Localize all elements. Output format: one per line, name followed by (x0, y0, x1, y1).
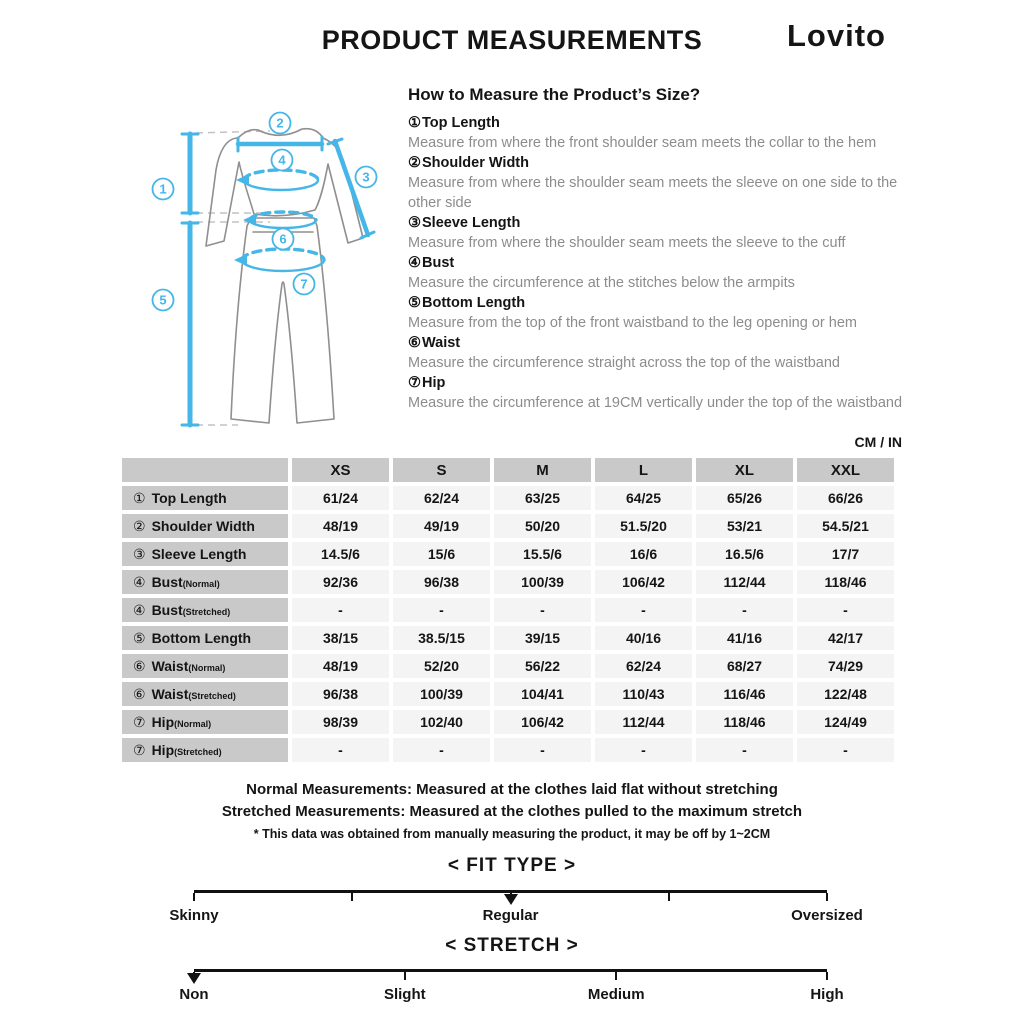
scale-label: Oversized (791, 907, 863, 924)
measurement-value: 41/16 (696, 626, 793, 650)
row-label-sub: (Stretched) (188, 690, 236, 701)
instruction-title (408, 153, 908, 173)
measurement-value: 74/29 (797, 654, 894, 678)
measurement-diagram (120, 100, 410, 440)
measurement-value: 124/49 (797, 710, 894, 734)
measurement-value: 65/26 (696, 486, 793, 510)
measurement-value: 56/22 (494, 654, 591, 678)
row-number: ③ (133, 545, 146, 562)
badge-3: 3 (362, 169, 370, 185)
measurement-value: 104/41 (494, 682, 591, 706)
instruction-title (408, 333, 908, 353)
measurement-value: 39/15 (494, 626, 591, 650)
measurement-value: 98/39 (292, 710, 389, 734)
stretch-title: < STRETCH > (445, 935, 579, 956)
instruction-title (408, 373, 908, 393)
fit-type-scale (169, 890, 863, 935)
measurement-value: 53/21 (696, 514, 793, 538)
row-label-text: Top Length (151, 489, 227, 506)
row-label (122, 598, 288, 622)
row-label (122, 626, 288, 650)
scale-tick (404, 972, 406, 980)
instruction-number: ④ (408, 255, 421, 271)
measurement-value: - (292, 738, 389, 762)
row-label (122, 738, 288, 762)
row-number: ⑦ (133, 741, 146, 758)
measurement-value: - (696, 738, 793, 762)
instruction-desc: Measure from where the shoulder seam meets the sleeve on one side to the other side (408, 175, 898, 211)
row-number: ⑥ (133, 657, 146, 674)
fit-type-title: < FIT TYPE > (447, 855, 577, 876)
row-number: ⑤ (133, 629, 146, 646)
instruction-desc: Measure from where the front shoulder seam meets the collar to the hem (408, 135, 877, 151)
badge-7: 7 (300, 276, 308, 292)
instruction-label: Bust (422, 255, 455, 271)
units-label: CM / IN (854, 434, 902, 450)
size-column-header: M (494, 458, 591, 482)
measurement-value: - (494, 598, 591, 622)
measurement-value: 62/24 (595, 654, 692, 678)
instruction-label: Shoulder Width (422, 155, 529, 171)
measurement-value: - (595, 738, 692, 762)
note-normal: Normal Measurements: Measured at the clothes laid flat without stretching (246, 781, 778, 798)
instruction-title (408, 113, 908, 133)
row-label-sub: (Stretched) (174, 746, 222, 757)
note-stretched: Stretched Measurements: Measured at the clothes pulled to the maximum stretch (221, 803, 803, 820)
measure-marks (182, 134, 374, 425)
measurement-value: 112/44 (696, 570, 793, 594)
stretch-scale (179, 969, 844, 1014)
table-row (122, 542, 894, 566)
measurement-value: 42/17 (797, 626, 894, 650)
scale-tick (615, 972, 617, 980)
size-table (118, 454, 898, 766)
measurement-value: 50/20 (494, 514, 591, 538)
instruction-desc: Measure from the top of the front waistband to the leg opening or hem (408, 315, 857, 331)
table-row (122, 682, 894, 706)
scale-label: Non (179, 986, 209, 1003)
scale-marker (504, 894, 518, 905)
row-label-sub: (Normal) (182, 578, 220, 589)
row-label (122, 542, 288, 566)
row-number: ④ (133, 573, 146, 590)
size-column-header: XL (696, 458, 793, 482)
badge-6: 6 (279, 231, 287, 247)
row-label-text: Shoulder Width (151, 517, 255, 534)
size-column-header: XXL (797, 458, 894, 482)
table-row (122, 626, 894, 650)
row-label-sub: (Normal) (188, 662, 226, 673)
instruction-number: ③ (408, 215, 421, 231)
measurement-value: 106/42 (494, 710, 591, 734)
row-number: ① (133, 489, 146, 506)
scale-tick (826, 893, 828, 901)
row-label (122, 570, 288, 594)
measurement-value: 118/46 (696, 710, 793, 734)
measurement-value: - (797, 598, 894, 622)
instruction-desc: Measure the circumference at 19CM vertically under the top of the waistband (408, 395, 903, 411)
measurement-value: 96/38 (292, 682, 389, 706)
measurement-value: 68/27 (696, 654, 793, 678)
instruction-label: Top Length (422, 115, 500, 131)
scale-label: Slight (383, 986, 426, 1003)
how-to-heading: How to Measure the Product’s Size? (408, 85, 701, 104)
measurement-value: - (292, 598, 389, 622)
instruction-number: ② (408, 155, 421, 171)
measure-instructions (408, 113, 908, 413)
measurement-value: 14.5/6 (292, 542, 389, 566)
instruction-desc: Measure from where the shoulder seam meets the sleeve to the cuff (408, 235, 846, 251)
table-row (122, 738, 894, 762)
measurement-value: - (393, 738, 490, 762)
instruction-number: ⑦ (408, 375, 421, 391)
row-number: ④ (133, 601, 146, 618)
instruction-label: Sleeve Length (422, 215, 521, 231)
instruction-title (408, 213, 908, 233)
measurement-value: 51.5/20 (595, 514, 692, 538)
scale-label: High (810, 986, 844, 1003)
badge-5: 5 (159, 292, 167, 308)
size-column-header: S (393, 458, 490, 482)
row-label-text: Hip (151, 713, 175, 730)
badge-4: 4 (278, 152, 286, 168)
table-row (122, 654, 894, 678)
row-label-sub: (Normal) (174, 718, 212, 729)
measurement-value: 48/19 (292, 654, 389, 678)
measurement-value: 61/24 (292, 486, 389, 510)
measurement-value: 92/36 (292, 570, 389, 594)
instruction-number: ① (408, 115, 421, 131)
measurement-value: 40/16 (595, 626, 692, 650)
table-row (122, 514, 894, 538)
measurement-value: 63/25 (494, 486, 591, 510)
measurement-value: 122/48 (797, 682, 894, 706)
instruction-label: Hip (422, 375, 446, 391)
how-to-section (408, 85, 908, 413)
measurement-value: 17/7 (797, 542, 894, 566)
instruction-title (408, 293, 908, 313)
row-label-text: Bottom Length (151, 629, 252, 646)
instruction-label: Bottom Length (422, 295, 526, 311)
measurement-value: - (494, 738, 591, 762)
measurement-value: - (797, 738, 894, 762)
size-column-header: L (595, 458, 692, 482)
scale-marker (187, 973, 201, 984)
row-label (122, 682, 288, 706)
measurement-value: 52/20 (393, 654, 490, 678)
measurement-value: 100/39 (393, 682, 490, 706)
measurement-value: 64/25 (595, 486, 692, 510)
notes (0, 779, 1024, 841)
measurement-value: 102/40 (393, 710, 490, 734)
row-number: ② (133, 517, 146, 534)
scale-tick (193, 893, 195, 901)
measurement-value: - (696, 598, 793, 622)
measurement-value: 62/24 (393, 486, 490, 510)
measurement-value: 15.5/6 (494, 542, 591, 566)
scale-tick (826, 972, 828, 980)
table-row (122, 570, 894, 594)
row-number: ⑦ (133, 713, 146, 730)
measurement-value: 16.5/6 (696, 542, 793, 566)
page-title: PRODUCT MEASUREMENTS (321, 25, 703, 55)
measurement-value: 54.5/21 (797, 514, 894, 538)
row-label-text: Waist (151, 657, 189, 674)
measurement-value: - (595, 598, 692, 622)
table-row (122, 598, 894, 622)
note-disclaimer: * This data was obtained from manually measuring the product, it may be off by 1~2CM (253, 827, 771, 841)
measurement-value: 118/46 (797, 570, 894, 594)
measurement-value: 38/15 (292, 626, 389, 650)
scale-label: Regular (482, 907, 539, 924)
size-column-header: XS (292, 458, 389, 482)
badge-2: 2 (276, 115, 284, 131)
table-row (122, 710, 894, 734)
row-number: ⑥ (133, 685, 146, 702)
measurement-value: 66/26 (797, 486, 894, 510)
row-label (122, 514, 288, 538)
row-label-text: Waist (151, 685, 189, 702)
measurement-value: 16/6 (595, 542, 692, 566)
instruction-title (408, 253, 908, 273)
table-corner-cell (122, 458, 288, 482)
scale-label: Skinny (169, 907, 219, 924)
row-label (122, 654, 288, 678)
scale-tick (351, 893, 353, 901)
row-label-text: Sleeve Length (151, 545, 247, 562)
instruction-desc: Measure the circumference straight across the top of the waistband (408, 355, 840, 371)
row-label (122, 486, 288, 510)
measurement-value: 106/42 (595, 570, 692, 594)
row-label-text: Bust (151, 573, 183, 590)
scale-tick (668, 893, 670, 901)
measurement-value: 112/44 (595, 710, 692, 734)
scale-label: Medium (587, 986, 645, 1003)
measurement-value: - (393, 598, 490, 622)
row-label (122, 710, 288, 734)
garment-outline (206, 129, 363, 423)
measurement-value: 48/19 (292, 514, 389, 538)
measurement-value: 96/38 (393, 570, 490, 594)
instruction-number: ⑥ (408, 335, 421, 351)
measurement-value: 15/6 (393, 542, 490, 566)
measurement-value: 110/43 (595, 682, 692, 706)
table-row (122, 486, 894, 510)
measurement-value: 49/19 (393, 514, 490, 538)
row-label-text: Bust (151, 601, 183, 618)
row-label-text: Hip (151, 741, 175, 758)
measurement-value: 100/39 (494, 570, 591, 594)
row-label-sub: (Stretched) (182, 606, 231, 617)
measurement-value: 38.5/15 (393, 626, 490, 650)
badge-1: 1 (159, 181, 167, 197)
brand-logo: Lovito (787, 18, 886, 53)
measurement-value: 116/46 (696, 682, 793, 706)
instruction-label: Waist (422, 335, 461, 351)
instruction-number: ⑤ (408, 295, 421, 311)
instruction-desc: Measure the circumference at the stitches below the armpits (408, 275, 795, 291)
